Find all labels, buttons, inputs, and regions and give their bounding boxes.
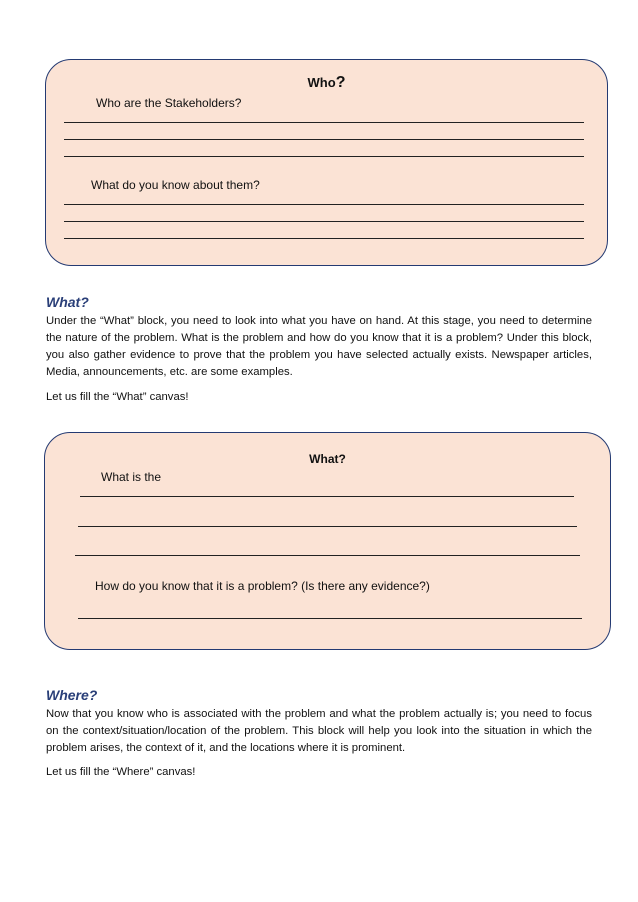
what-box-title: What?	[309, 452, 346, 466]
who-question-know-about: What do you know about them?	[91, 178, 260, 192]
what-paragraph: Under the “What” block, you need to look into what you have on hand. At this stage, you need to determine the nature of the problem. What is the problem and how do you know that it is a problem? Under this block, you also gather evidence to prove that the problem you have selected actually exists. Newspaper articles, Media, announcements, etc. are some examples.	[46, 315, 592, 378]
who-canvas-box	[45, 59, 608, 266]
where-paragraph: Now that you know who is associated with the problem and what the problem actually is; you need to focus on the context/situation/location of the problem. This block will help you look into the situation in which the problem arises, the context of it, and the locations where it is prominent.	[46, 708, 592, 754]
where-heading: Where?	[46, 687, 98, 703]
who-answer-line-3[interactable]	[64, 156, 584, 157]
what-answer-line-2[interactable]	[78, 526, 577, 527]
who-answer-line-1[interactable]	[64, 122, 584, 123]
who-question-stakeholders: Who are the Stakeholders?	[96, 96, 242, 110]
who-answer-line-4[interactable]	[64, 204, 584, 205]
who-box-title: Who?	[307, 74, 346, 91]
what-heading: What?	[46, 294, 89, 310]
what-answer-line-3[interactable]	[75, 555, 580, 556]
what-answer-line-1[interactable]	[80, 496, 574, 497]
who-answer-line-5[interactable]	[64, 221, 584, 222]
where-canvas-note: Let us fill the “Where” canvas!	[46, 766, 196, 778]
who-answer-line-2[interactable]	[64, 139, 584, 140]
what-question-evidence: How do you know that it is a problem? (Is there any evidence?)	[95, 579, 430, 593]
what-answer-line-4[interactable]	[78, 618, 582, 619]
what-question-what-is: What is the	[101, 470, 162, 484]
who-answer-line-6[interactable]	[64, 238, 584, 239]
what-canvas-box	[44, 432, 611, 650]
what-canvas-note: Let us fill the “What” canvas!	[46, 391, 189, 403]
